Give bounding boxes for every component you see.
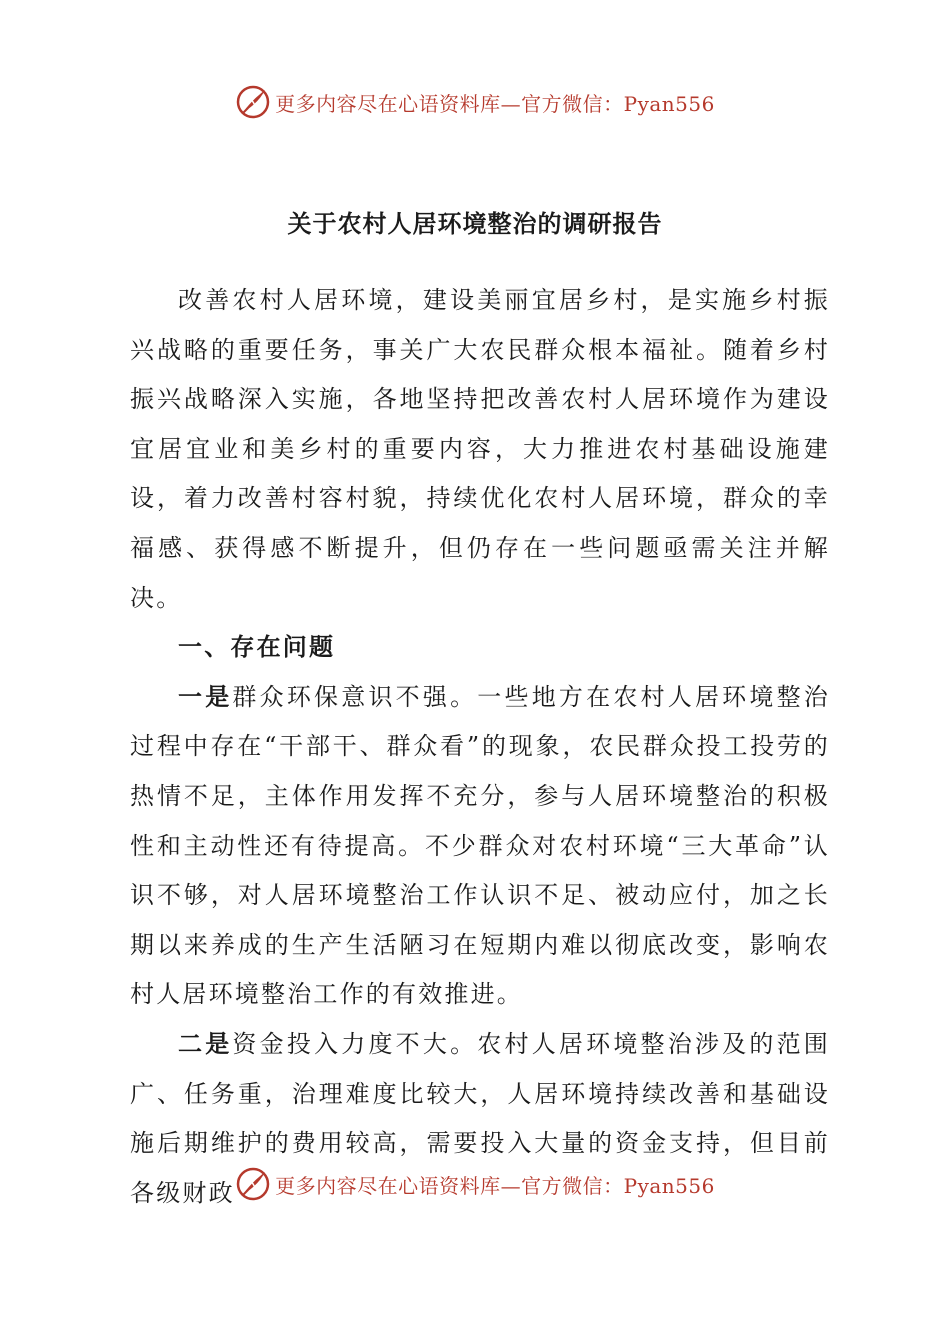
banner-wechat-text: 官方微信：Pyan556	[521, 91, 715, 116]
quill-logo-icon	[235, 1166, 271, 1202]
banner-text	[275, 1170, 715, 1199]
banner-wechat-text: 官方微信：Pyan556	[521, 1173, 715, 1198]
banner-separator: —	[500, 1173, 522, 1198]
banner-library-text: 更多内容尽在心语资料库	[275, 1173, 501, 1198]
banner-separator: —	[500, 91, 522, 116]
banner-text	[275, 88, 715, 117]
paragraph-text: 群众环保意识不强。一些地方在农村人居环境整治过程中存在“干部干、群众看”的现象，农民群众投工投劳的热情不足，主体作用发挥不充分，参与人居环境整治的积极性和主动性还有待提高。不少群众对农村环境“三大革命”认识不够，对人居环境整治工作认识不足、被动应付，加之长期以来养成的生产生活陋习在短期内难以彻底改变，影响农村人居环境整治工作的有效推进。	[130, 682, 830, 1009]
paragraph-text: 资金投入力度不大。农村人居环境整治涉及的范围广、任务重，治理难度比较大，人居环境持续改善和基础设施后期维护的费用较高，需要投入大量的资金支持，但目前各级财政	[130, 1029, 830, 1207]
document-body	[130, 276, 830, 1218]
quill-logo-icon	[235, 84, 271, 120]
paragraph-lead: 二是	[178, 1029, 233, 1058]
section-heading: 一、存在问题	[178, 633, 336, 662]
header-banner	[0, 80, 950, 124]
banner-library-text: 更多内容尽在心语资料库	[275, 91, 501, 116]
paragraph-lead: 一是	[178, 682, 233, 711]
problem-paragraph-1	[130, 673, 830, 1020]
document-title: 关于农村人居环境整治的调研报告	[287, 210, 663, 238]
footer-banner	[0, 1162, 950, 1206]
intro-paragraph: 改善农村人居环境，建设美丽宜居乡村，是实施乡村振兴战略的重要任务，事关广大农民群众根本福祉。随着乡村振兴战略深入实施，各地坚持把改善农村人居环境作为建设宜居宜业和美乡村的重要内容，大力推进农村基础设施建设，着力改善村容村貌，持续优化农村人居环境，群众的幸福感、获得感不断提升，但仍存在一些问题亟需关注并解决。	[130, 286, 830, 612]
